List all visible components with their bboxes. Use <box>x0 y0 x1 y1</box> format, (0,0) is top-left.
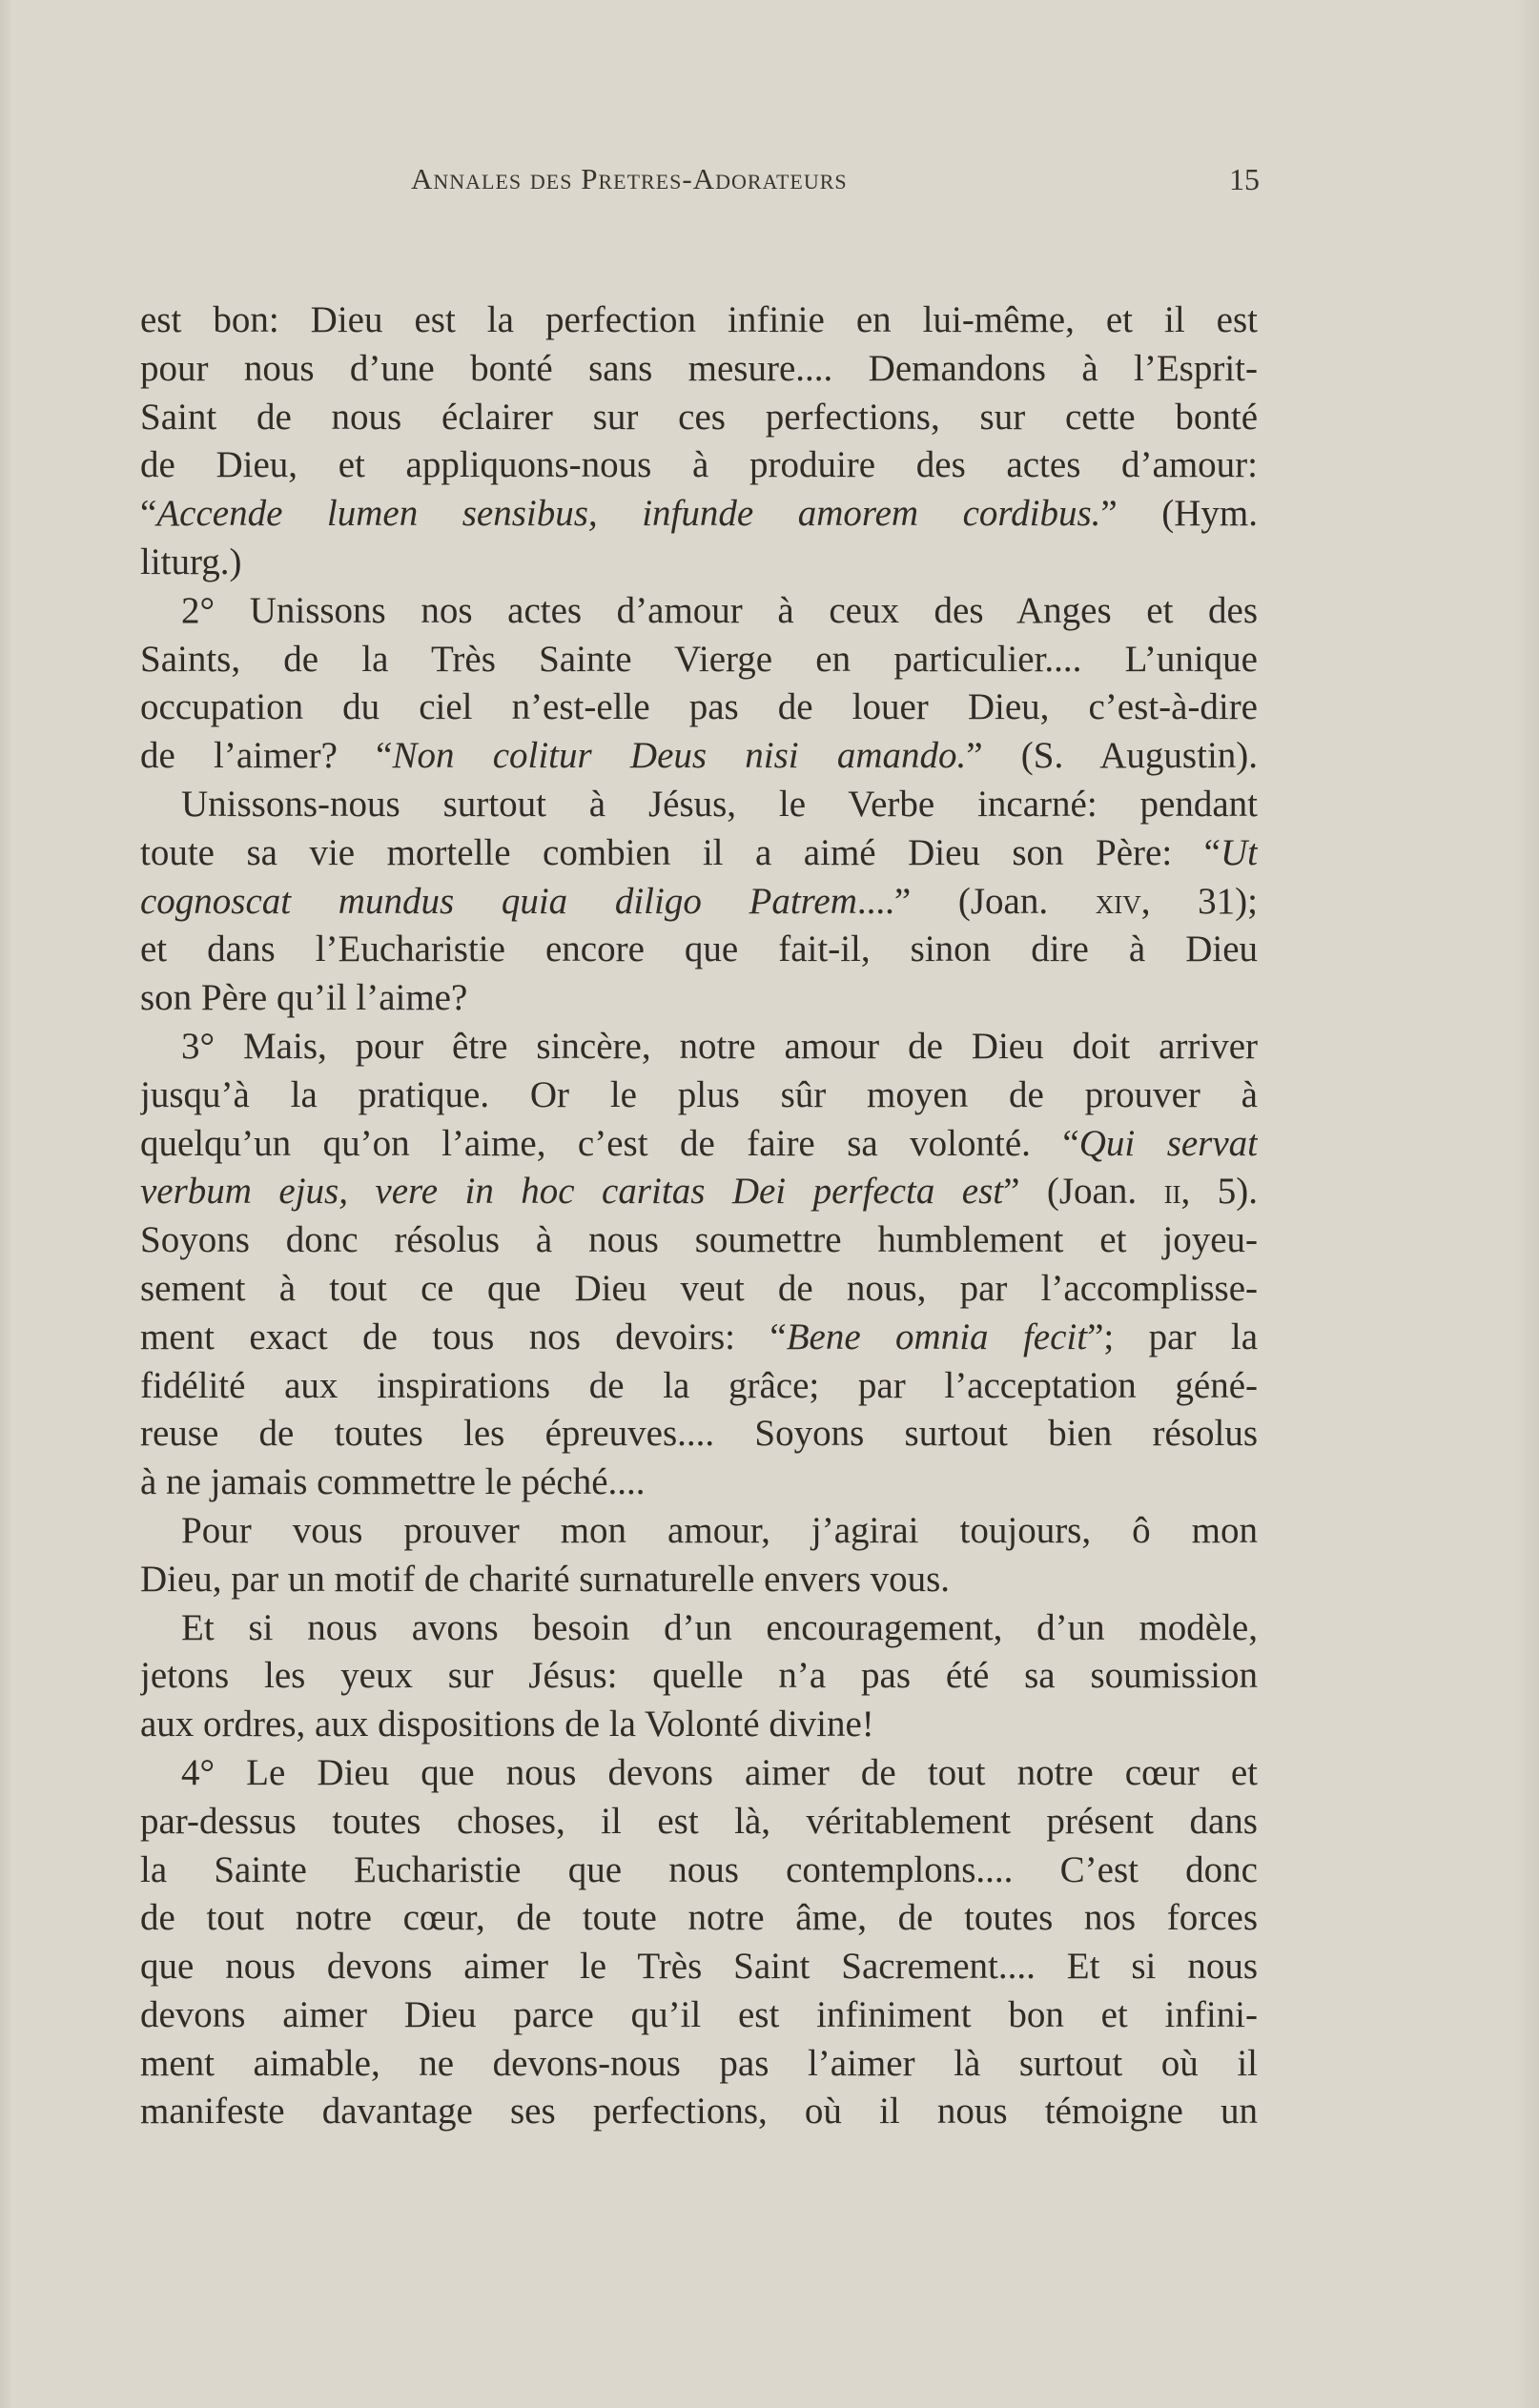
text-line: “Accende lumen sensibus, infunde amorem cordibus.” (Hym. <box>140 493 1258 535</box>
latin-quote: Bene omnia fecit <box>786 1316 1088 1357</box>
text-line: Saint de nous éclairer sur ces perfections, sur cette bonté <box>140 396 1258 438</box>
text-line: liturg.) <box>140 541 242 582</box>
text-line: 2° Unissons nos actes d’amour à ceux des Anges et des <box>181 589 1258 631</box>
text-line: 3° Mais, pour être sincère, notre amour de Dieu doit arriver <box>181 1025 1258 1067</box>
text-line: fidélité aux inspirations de la grâce; par l’acceptation géné- <box>140 1364 1258 1406</box>
text-line: à ne jamais commettre le péché.... <box>140 1461 646 1503</box>
latin-quote: Accende lumen sensibus, infunde amorem cordibus. <box>156 493 1101 535</box>
text-line: occupation du ciel n’est-elle pas de louer Dieu, c’est-à-dire <box>140 686 1258 728</box>
running-title: Annales des Pretres-Adorateurs <box>411 162 848 195</box>
text-line: de Dieu, et appliquons-nous à produire des actes d’amour: <box>140 444 1258 486</box>
text-line: quelqu’un qu’on l’aime, c’est de faire sa volonté. “Qui servat <box>140 1122 1258 1164</box>
text-line: de l’aimer? “Non colitur Deus nisi amando.” (S. Augustin). <box>140 735 1258 777</box>
text-line: la Sainte Eucharistie que nous contemplons.... C’est donc <box>140 1848 1258 1890</box>
text-line: devons aimer Dieu parce qu’il est infiniment bon et infini- <box>140 1993 1258 2035</box>
text-line: toute sa vie mortelle combien il a aimé Dieu son Père: “Ut <box>140 831 1258 873</box>
text-line: son Père qu’il l’aime? <box>140 977 468 1019</box>
text-line: reuse de toutes les épreuves.... Soyons surtout bien résolus <box>140 1413 1258 1455</box>
text-line: cognoscat mundus quia diligo Patrem....” (Joan. xiv, 31); <box>140 880 1258 922</box>
text-line: que nous devons aimer le Très Saint Sacrement.... Et si nous <box>140 1946 1258 1988</box>
latin-quote: cognoscat mundus quia diligo Patrem <box>140 880 857 922</box>
text-line: Et si nous avons besoin d’un encouragement, d’un modèle, <box>181 1606 1258 1648</box>
page-header <box>139 162 1260 200</box>
body-text <box>140 296 1258 2136</box>
text-line: manifeste davantage ses perfections, où il nous témoigne un <box>140 2091 1258 2133</box>
text-line: Unissons-nous surtout à Jésus, le Verbe incarné: pendant <box>181 783 1258 825</box>
text-line: par-dessus toutes choses, il est là, véritablement présent dans <box>140 1800 1258 1842</box>
text-line: est bon: Dieu est la perfection infinie en lui-même, et il est <box>140 299 1258 340</box>
text-line: et dans l’Eucharistie encore que fait-il, sinon dire à Dieu <box>140 929 1258 970</box>
text-line: Soyons donc résolus à nous soumettre humblement et joyeu- <box>140 1219 1258 1261</box>
text-line: ment aimable, ne devons-nous pas l’aimer là surtout où il <box>140 2042 1258 2084</box>
latin-quote: Qui servat <box>1078 1122 1258 1164</box>
text-line: Dieu, par un motif de charité surnaturelle envers vous. <box>140 1558 951 1600</box>
latin-quote: Non colitur Deus nisi amando. <box>392 735 967 777</box>
text-line: aux ordres, aux dispositions de la Volonté divine! <box>140 1704 874 1745</box>
text-line: jusqu’à la pratique. Or le plus sûr moyen de prouver à <box>140 1073 1258 1115</box>
text-line: 4° Le Dieu que nous devons aimer de tout notre cœur et <box>181 1751 1258 1793</box>
text-line: ment exact de tous nos devoirs: “Bene omnia fecit”; par la <box>140 1316 1258 1357</box>
latin-quote: Ut <box>1221 831 1258 873</box>
text-line: Saints, de la Très Sainte Vierge en particulier.... L’unique <box>140 638 1258 680</box>
text-line: jetons les yeux sur Jésus: quelle n’a pas été sa soumission <box>140 1655 1258 1697</box>
text-line: pour nous d’une bonté sans mesure.... Demandons à l’Esprit- <box>140 347 1258 389</box>
text-line: sement à tout ce que Dieu veut de nous, par l’accomplisse- <box>140 1267 1258 1309</box>
latin-quote: verbum ejus, vere in hoc caritas Dei perfecta est <box>140 1171 1004 1213</box>
text-line: Pour vous prouver mon amour, j’agirai toujours, ô mon <box>181 1509 1258 1551</box>
page-number: 15 <box>1229 162 1260 196</box>
text-line: de tout notre cœur, de toute notre âme, de toutes nos forces <box>140 1897 1258 1939</box>
text-line: verbum ejus, vere in hoc caritas Dei perfecta est” (Joan. ii, 5). <box>140 1171 1258 1213</box>
